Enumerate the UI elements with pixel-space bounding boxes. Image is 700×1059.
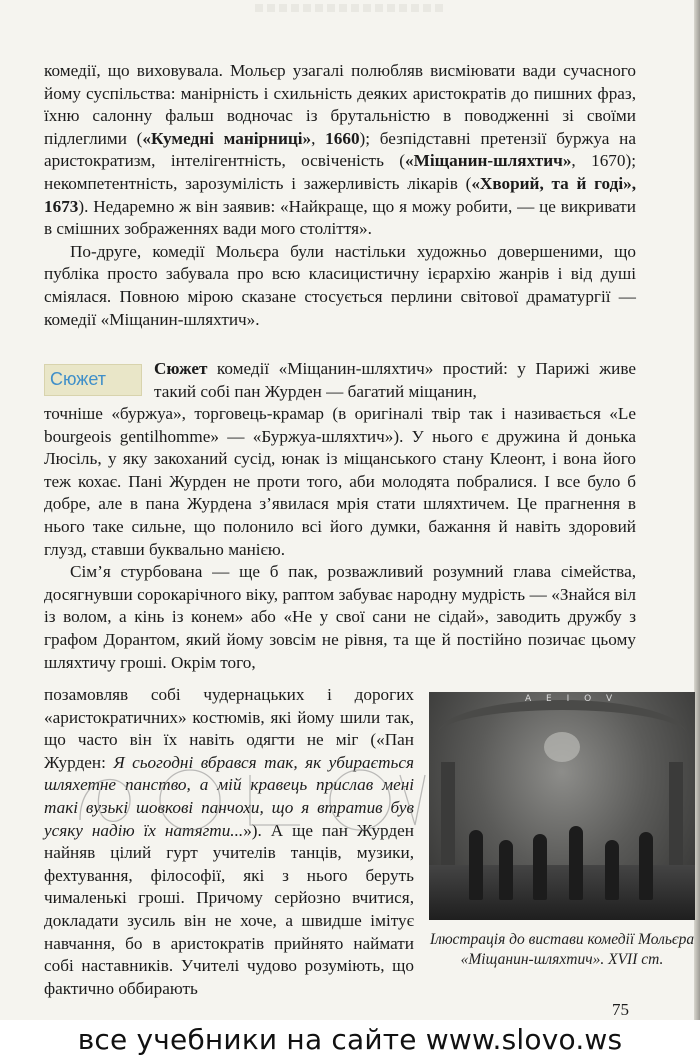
paragraph-1: комедії, що виховувала. Мольєр узагалі полюбляв висміювати вади сучасного йому суспільства: манірність і схильність деяких аристократів до пишних фраз, їхню салонну фальш водночас із брутальністю в поводженні зі своїми підлеглими («Кумедні манірниці», 1660); безпідставні претензії буржуа на аристократизм, інтелігентність, освіченість («Міщанин-шляхтич», 1670); некомпетентність, зарозумілість і зажерливість лікарів («Хворий, та й годі», 1673). Недаремно ж він заявив: «Найкраще, що я можу робити, — це викривати в смішних зображеннях вади мого століття». [44, 61, 636, 239]
actor-figure [499, 840, 513, 900]
arch-inscription: A E I O V [525, 694, 619, 704]
paragraph-2: По-друге, комедії Мольєра були настільки художньо довершеними, що публіка просто забувала про всю класицистичну ієрархію жанрів і від душі сміялася. Повною мірою сказане стосується перлини світової драматургії — комедії «Міщанин-шляхтич». [44, 241, 636, 329]
actor-figure [533, 834, 547, 900]
illustration-caption: Ілюстрація до вистави комедії Мольєра «Міщанин-шляхтич». XVII ст. [429, 931, 695, 968]
quote-jourdain: Я сьогодні вбрався так, як убирається шляхетне панство, а мій кравець прислав мені такі вузькі шовкові панчохи, що я втратив був усяку надію їх натягти... [44, 752, 414, 840]
actor-figure [569, 826, 583, 900]
page-number: 75 [612, 1000, 629, 1019]
plot-heading: Сюжет [154, 359, 208, 378]
narrow-column-text [44, 684, 414, 1000]
plot-intro: Сюжет комедії «Міщанин-шляхтич» простий: у Парижі живе такий собі пан Журден — багатий міщанин, [154, 359, 636, 401]
top-bleed-through [255, 4, 445, 12]
paragraph-4: Сім’я стурбована — ще б пак, розважливий розумний глава сімейства, досягнувши сорокарічного віку, раптом забуває народну мудрість — «Знайся віл із волом, а кінь із конем» або «Не у свої сани не сідай», заводить дружбу з графом Дорантом, який йому зовсім не рівня, та ще й постійно позичає цьому шляхтичу гроші. Окрім того, [44, 562, 636, 672]
paragraph-3: точніше «буржуа», торговець-крамар (в оригіналі твір так і називається «Le bourgeois gentilhomme» — «Буржуа-шляхтич»). У нього є дружина й донька Люсіль, у яку закоханий сусід, юнак із міщанського стану Клеонт, і вона його теж кохає. Пані Журден не проти того, аби молодята побралися. І все було б добре, але в пана Журдена з’явилася мрія стати шляхтичем. Це прагнення в нього таке сильне, що полонило всі його думки, бажання й навіть здоровий глузд, ставши буквально манією. [44, 404, 636, 559]
paragraph-5: позамовляв собі чудернацьких і дорогих «аристократичних» костюмів, які йому шили так, що часто він їх навіть одягти не міг («Пан Журден: Я сьогодні вбрався так, як убирається шляхетне панство, а мій кравець прислав мені такі вузькі шовкові панчохи, що я втратив був усяку надію їх натягти...»). А ще пан Журден найняв цілий гурт учителів танців, музики, фехтування, філософії, які з нього беруть чималенькі гроші. Причому серйозно вчитися, докладати зусиль він не хоче, а швидше імітує навчання, бо в аристократів прийнято наймати собі наставників. Учителі чудово розуміють, що фактично оббирають [44, 685, 414, 998]
chandelier [544, 732, 580, 762]
section-tag-plot: Сюжет [50, 369, 106, 389]
actor-figure [469, 830, 483, 900]
intro-text [44, 60, 636, 331]
actor-figure [639, 832, 653, 900]
actor-figure [605, 840, 619, 900]
site-footer-banner: все учебники на сайте www.slovo.ws [0, 1020, 700, 1059]
theatre-illustration [429, 692, 695, 920]
plot-text [44, 403, 636, 674]
